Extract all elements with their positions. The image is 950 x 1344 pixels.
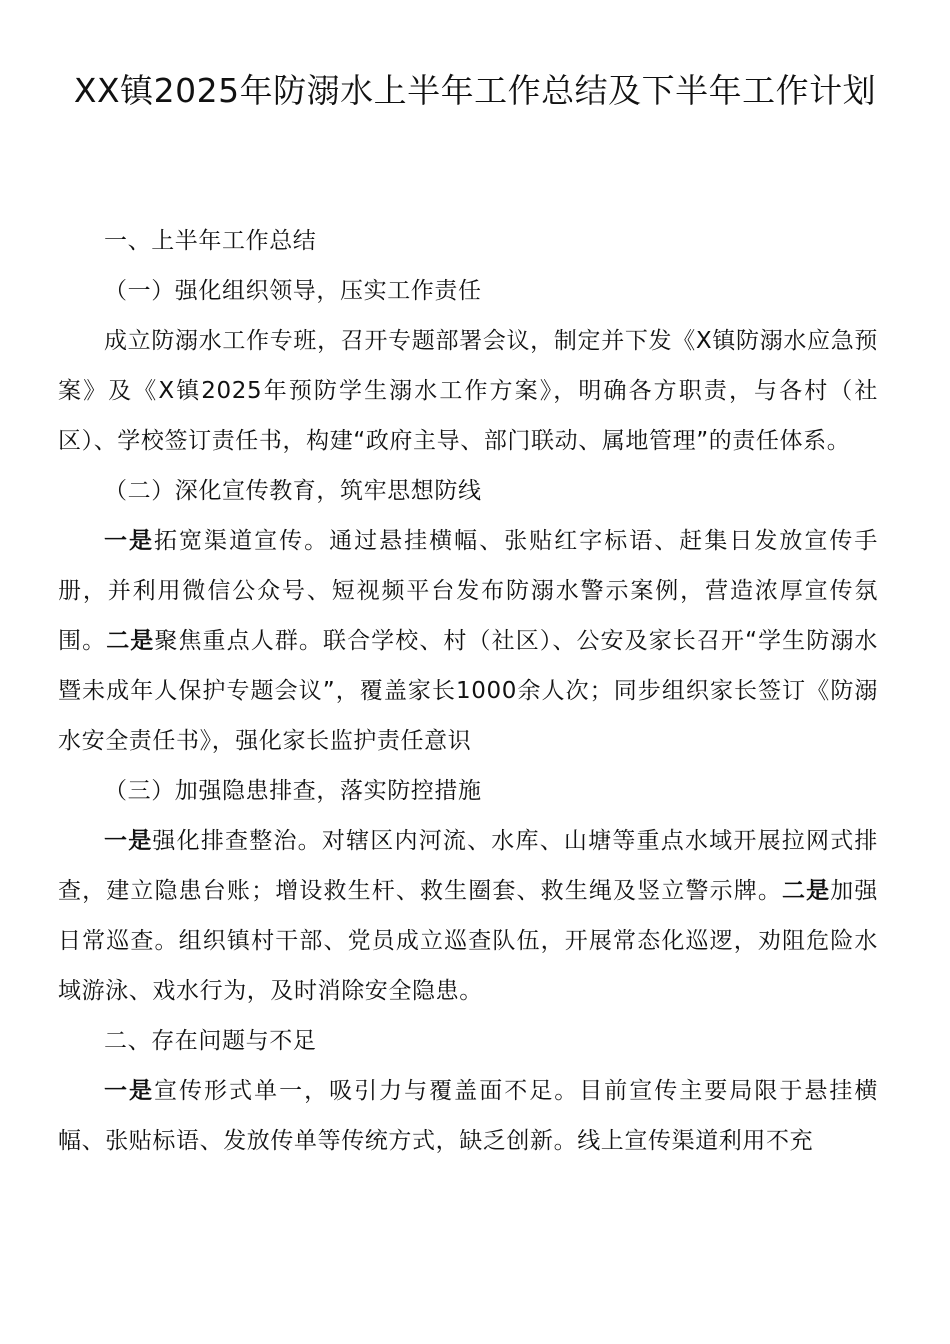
lead-marker: 二是 <box>782 878 831 904</box>
lead-marker: 一是 <box>104 1078 155 1104</box>
section-heading-2: 二、存在问题与不足 <box>104 1028 317 1054</box>
paragraph-text: 聚焦重点人群。联合学校、村（社区）、公安及家长召开“学生防溺水暨未成年人保护专题会议”，覆盖家长1000余人次；同步组织家长签订《防溺水安全责任书》，强化家长监护责任意识 <box>58 628 879 754</box>
document-title: XX镇2025年防溺水上半年工作总结及下半年工作计划 <box>73 71 877 110</box>
lead-marker: 一是 <box>104 528 155 554</box>
subsection-heading-1-1: （一）强化组织领导，压实工作责任 <box>104 278 482 304</box>
lead-marker: 一是 <box>104 828 153 854</box>
paragraph-text: 加强日常巡查。组织镇村干部、党员成立巡查队伍，开展常态化巡逻，劝阻危险水域游泳、戏水行为，及时消除安全隐患。 <box>58 878 879 1004</box>
lead-marker: 二是 <box>106 628 155 654</box>
paragraph-text: 强化排查整治。对辖区内河流、水库、山塘等重点水域开展拉网式排查，建立隐患台账；增设救生杆、救生圈套、救生绳及竖立警示牌。 <box>58 828 879 904</box>
paragraph-1-3 <box>58 816 878 1016</box>
paragraph-2-1 <box>58 1066 878 1166</box>
document-body <box>58 216 878 1166</box>
paragraph-text: 拓宽渠道宣传。通过悬挂横幅、张贴红字标语、赶集日发放宣传手册，并利用微信公众号、短视频平台发布防溺水警示案例，营造浓厚宣传氛围。 <box>58 528 878 654</box>
section-heading-1: 一、上半年工作总结 <box>104 228 317 254</box>
paragraph-text: 宣传形式单一，吸引力与覆盖面不足。目前宣传主要局限于悬挂横幅、张贴标语、发放传单等传统方式，缺乏创新。线上宣传渠道利用不充 <box>58 1078 878 1154</box>
paragraph-1-1: 成立防溺水工作专班，召开专题部署会议，制定并下发《X镇防溺水应急预案》及《X镇2025年预防学生溺水工作方案》，明确各方职责，与各村（社区）、学校签订责任书，构建“政府主导、部门联动、属地管理”的责任体系。 <box>58 328 878 454</box>
subsection-heading-1-2: （二）深化宣传教育，筑牢思想防线 <box>104 478 482 504</box>
paragraph-1-2 <box>58 516 878 766</box>
subsection-heading-1-3: （三）加强隐患排查，落实防控措施 <box>104 778 482 804</box>
